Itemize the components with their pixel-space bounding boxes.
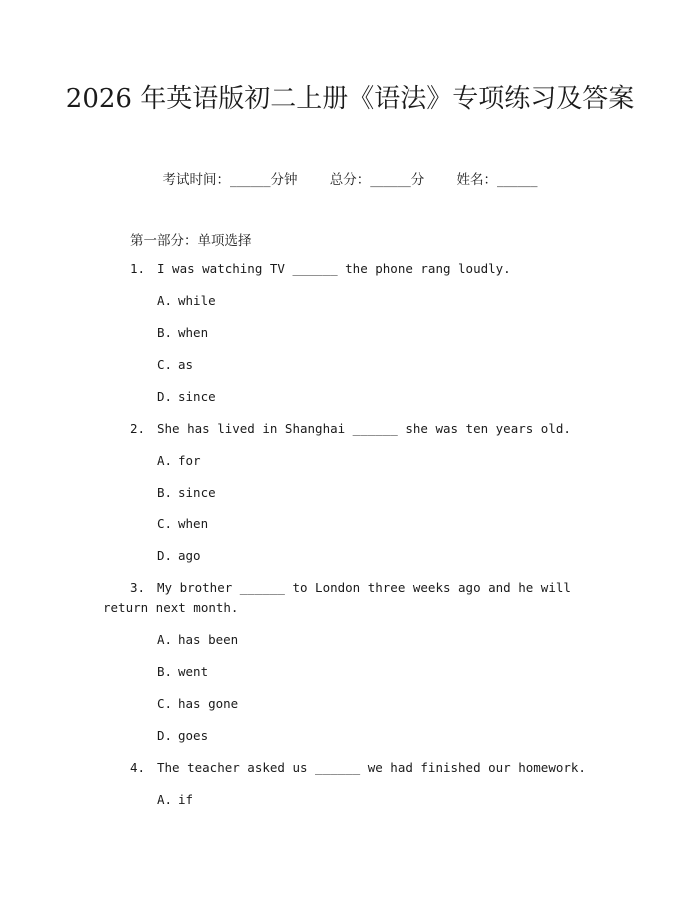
question-number: 1.: [130, 261, 146, 276]
option-letter: A.: [157, 453, 173, 468]
question-1: [103, 259, 593, 279]
option-text: while: [178, 293, 216, 308]
option-letter: C.: [157, 696, 173, 711]
option-text: when: [178, 325, 209, 340]
option-letter: D.: [157, 728, 173, 743]
question-number: 4.: [130, 760, 146, 775]
total-score-field: 总分：______分: [329, 172, 425, 188]
option-text: ago: [178, 548, 201, 563]
option-letter: D.: [157, 389, 173, 404]
option-letter: C.: [157, 357, 173, 372]
question-4: [103, 758, 593, 778]
question-text: The teacher asked us ______ we had finished our homework.: [157, 760, 586, 775]
option-letter: A.: [157, 632, 173, 647]
student-name-field: 姓名：______: [456, 172, 538, 188]
option-text: when: [178, 516, 209, 531]
option-4a: [157, 790, 193, 810]
option-text: has gone: [178, 696, 239, 711]
option-letter: B.: [157, 485, 173, 500]
question-text: She has lived in Shanghai ______ she was ten years old.: [157, 421, 571, 436]
option-3d: [157, 726, 208, 746]
option-1b: [157, 323, 208, 343]
option-2a: [157, 451, 201, 471]
option-text: has been: [178, 632, 239, 647]
question-3: [103, 578, 593, 618]
exam-info: [0, 168, 700, 188]
option-2c: [157, 514, 208, 534]
option-1a: [157, 291, 216, 311]
option-letter: B.: [157, 325, 173, 340]
question-text: My brother ______ to London three weeks ago and he will return next month.: [103, 580, 571, 615]
option-letter: A.: [157, 792, 173, 807]
option-text: went: [178, 664, 209, 679]
option-text: since: [178, 485, 216, 500]
option-3a: [157, 630, 238, 650]
option-text: if: [178, 792, 194, 807]
question-number: 2.: [130, 421, 146, 436]
question-2: [103, 419, 593, 439]
page-title: 2026 年英语版初二上册《语法》专项练习及答案: [65, 84, 635, 114]
option-letter: A.: [157, 293, 173, 308]
option-3c: [157, 694, 238, 714]
option-letter: C.: [157, 516, 173, 531]
option-text: for: [178, 453, 201, 468]
option-1d: [157, 387, 216, 407]
option-letter: D.: [157, 548, 173, 563]
option-3b: [157, 662, 208, 682]
option-text: since: [178, 389, 216, 404]
exam-time-field: 考试时间：______分钟: [162, 172, 298, 188]
question-text: I was watching TV ______ the phone rang loudly.: [157, 261, 511, 276]
option-2d: [157, 546, 201, 566]
option-letter: B.: [157, 664, 173, 679]
question-number: 3.: [130, 580, 146, 595]
option-text: goes: [178, 728, 209, 743]
option-1c: [157, 355, 193, 375]
section-heading: 第一部分：单项选择: [130, 233, 252, 249]
option-text: as: [178, 357, 194, 372]
option-2b: [157, 483, 216, 503]
